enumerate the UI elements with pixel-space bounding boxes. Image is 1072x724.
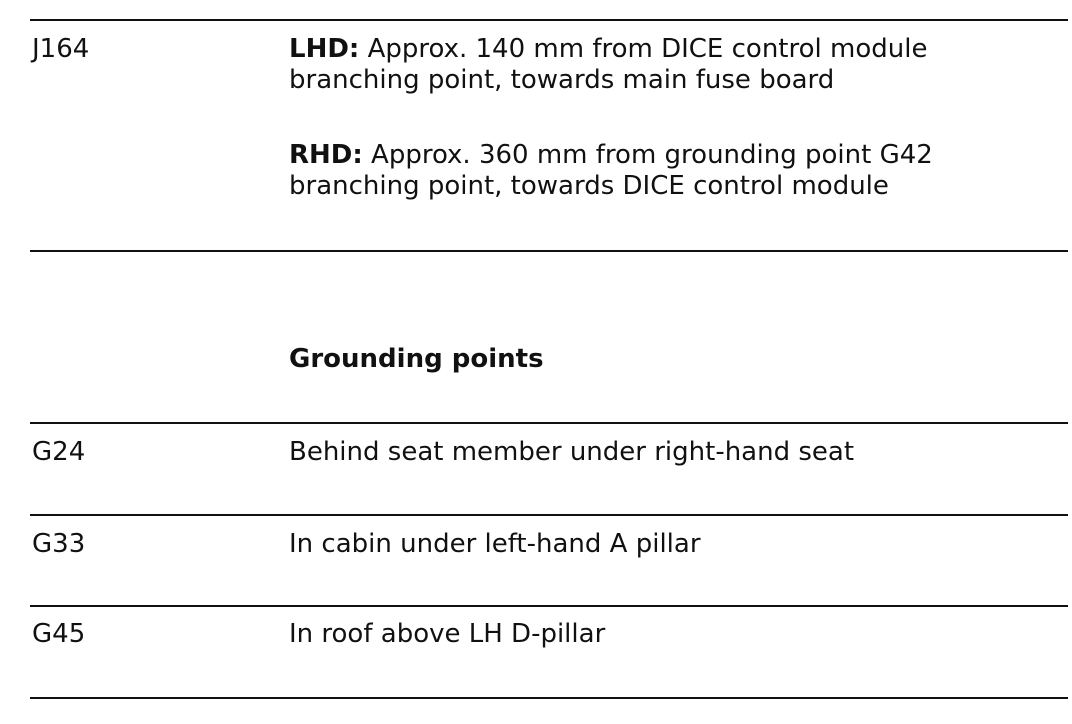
table-rule-bottom xyxy=(30,697,1068,699)
rhd-label: RHD: xyxy=(289,140,363,170)
section-heading: Grounding points xyxy=(289,344,544,374)
grounding-code: G24 xyxy=(32,437,86,467)
lhd-text: Approx. 140 mm from DICE control module branching point, towards main fuse board xyxy=(289,34,928,95)
lhd-label: LHD: xyxy=(289,34,360,64)
table-rule xyxy=(30,605,1068,607)
table-rule xyxy=(30,250,1068,252)
table-rule xyxy=(30,422,1068,424)
grounding-description: In cabin under left-hand A pillar xyxy=(289,529,701,559)
rhd-note xyxy=(289,140,1049,202)
junction-code: J164 xyxy=(32,34,90,64)
table-rule xyxy=(30,514,1068,516)
grounding-description: In roof above LH D-pillar xyxy=(289,619,606,649)
grounding-code: G45 xyxy=(32,619,86,649)
table-rule-top xyxy=(30,19,1068,21)
grounding-code: G33 xyxy=(32,529,86,559)
grounding-description: Behind seat member under right-hand seat xyxy=(289,437,855,467)
lhd-note xyxy=(289,34,1049,96)
rhd-text: Approx. 360 mm from grounding point G42 branching point, towards DICE control module xyxy=(289,140,933,201)
